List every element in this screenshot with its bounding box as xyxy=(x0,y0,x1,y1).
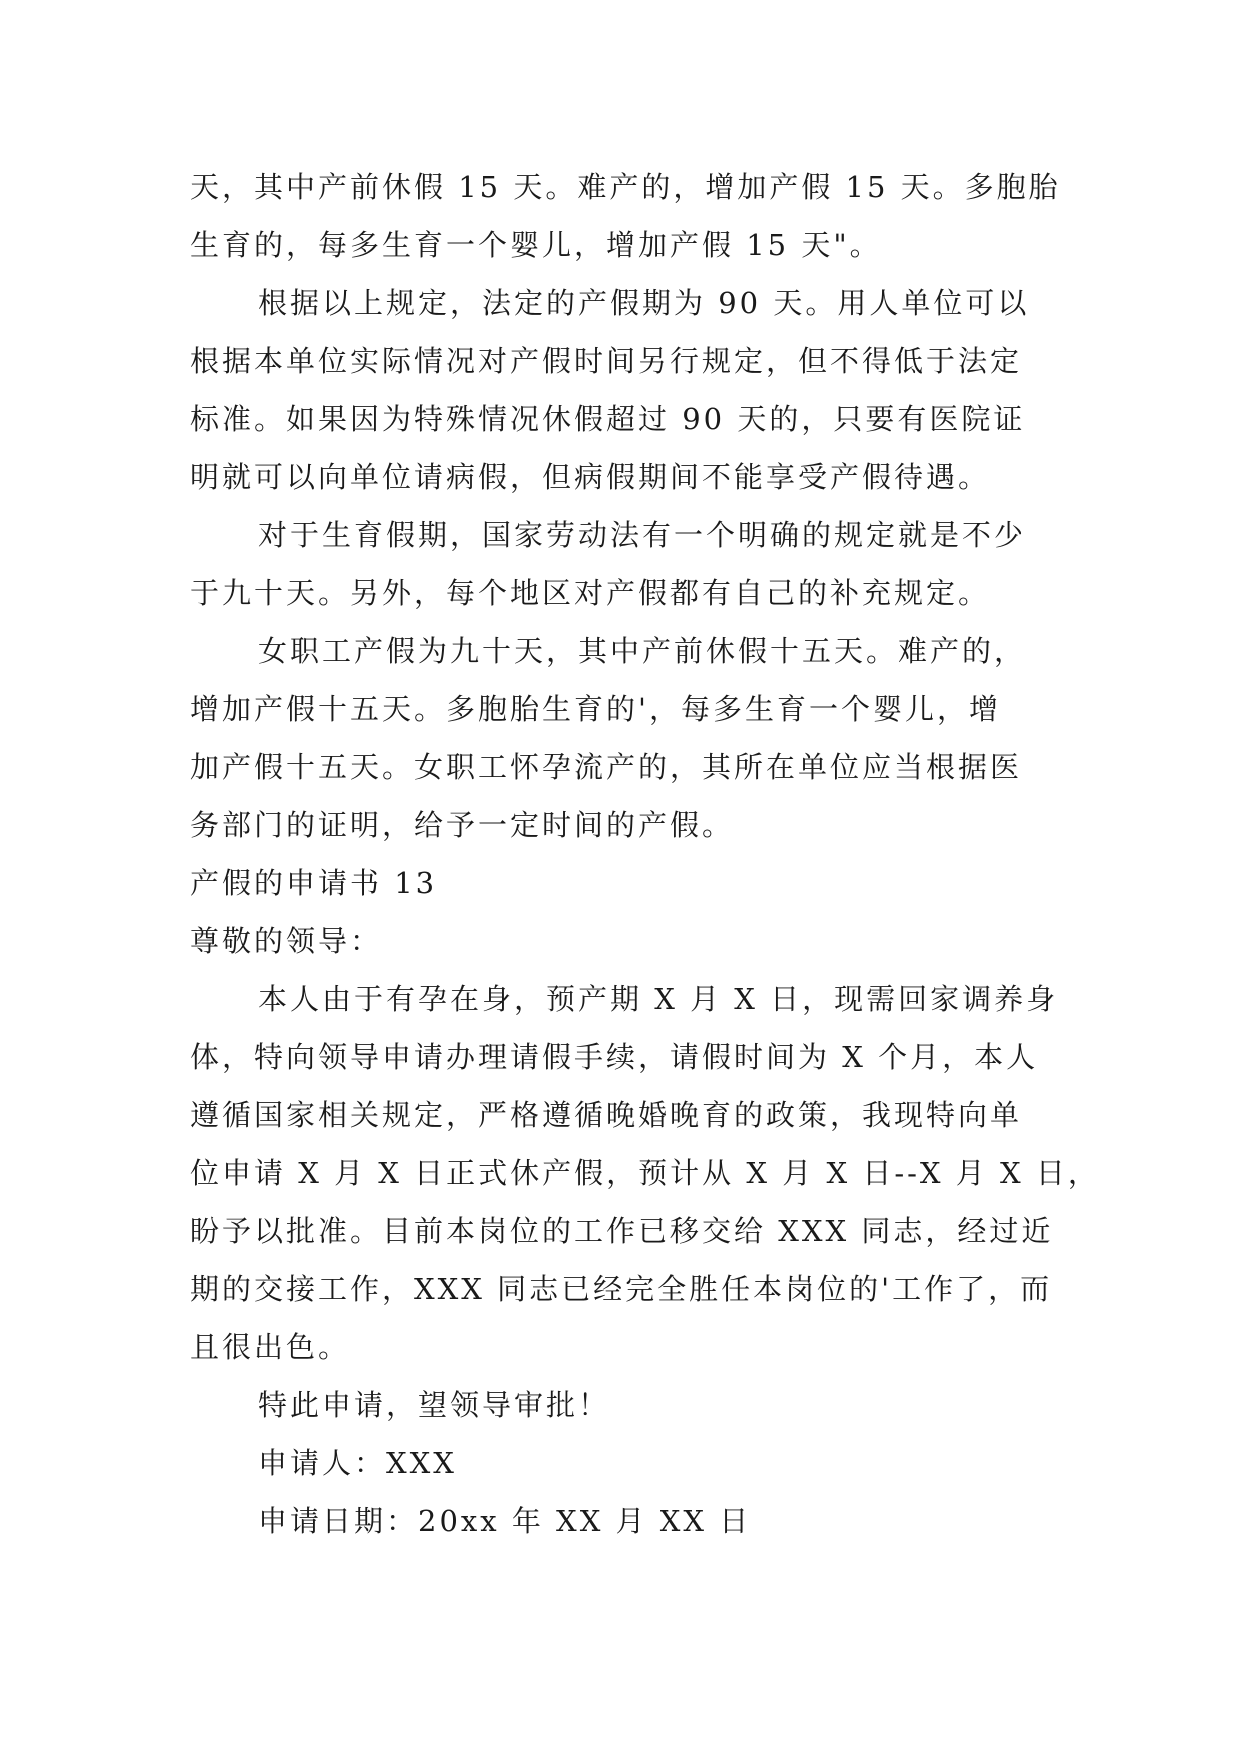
text-line: 遵循国家相关规定，严格遵循晚婚晚育的政策，我现特向单 xyxy=(190,1098,1023,1132)
text-line: 明就可以向单位请病假，但病假期间不能享受产假待遇。 xyxy=(190,460,991,494)
text-line: 尊敬的领导： xyxy=(190,924,383,958)
text-line: 体，特向领导申请办理请假手续，请假时间为 X 个月，本人 xyxy=(190,1040,1039,1074)
text-line: 本人由于有孕在身，预产期 X 月 X 日，现需回家调养身 xyxy=(258,982,1059,1016)
text-line: 根据本单位实际情况对产假时间另行规定，但不得低于法定 xyxy=(190,344,1023,378)
text-line: 加产假十五天。女职工怀孕流产的，其所在单位应当根据医 xyxy=(190,750,1023,784)
text-line: 盼予以批准。目前本岗位的工作已移交给 XXX 同志，经过近 xyxy=(190,1214,1054,1248)
text-line: 务部门的证明，给予一定时间的产假。 xyxy=(190,808,735,842)
text-line: 期的交接工作，XXX 同志已经完全胜任本岗位的'工作了，而 xyxy=(190,1272,1053,1306)
text-line: 根据以上规定，法定的产假期为 90 天。用人单位可以 xyxy=(258,286,1030,320)
text-line: 申请日期：20xx 年 XX 月 XX 日 xyxy=(258,1504,752,1538)
text-line: 位申请 X 月 X 日正式休产假，预计从 X 月 X 日--X 月 X 日， xyxy=(190,1156,1100,1190)
text-line: 女职工产假为九十天，其中产前休假十五天。难产的， xyxy=(258,634,1027,668)
text-line: 增加产假十五天。多胞胎生育的'，每多生育一个婴儿，增 xyxy=(190,692,1001,726)
text-line: 特此申请，望领导审批！ xyxy=(258,1388,611,1422)
document-body xyxy=(190,158,1100,1550)
text-line: 于九十天。另外，每个地区对产假都有自己的补充规定。 xyxy=(190,576,991,610)
text-line: 天，其中产前休假 15 天。难产的，增加产假 15 天。多胞胎 xyxy=(190,170,1061,204)
text-line: 产假的申请书 13 xyxy=(190,866,438,900)
text-line: 且很出色。 xyxy=(190,1330,351,1364)
text-line: 对于生育假期，国家劳动法有一个明确的规定就是不少 xyxy=(258,518,1027,552)
text-line: 标准。如果因为特殊情况休假超过 90 天的，只要有医院证 xyxy=(190,402,1026,436)
text-line: 生育的，每多生育一个婴儿，增加产假 15 天"。 xyxy=(190,228,882,262)
text-line: 申请人：XXX xyxy=(258,1446,457,1480)
